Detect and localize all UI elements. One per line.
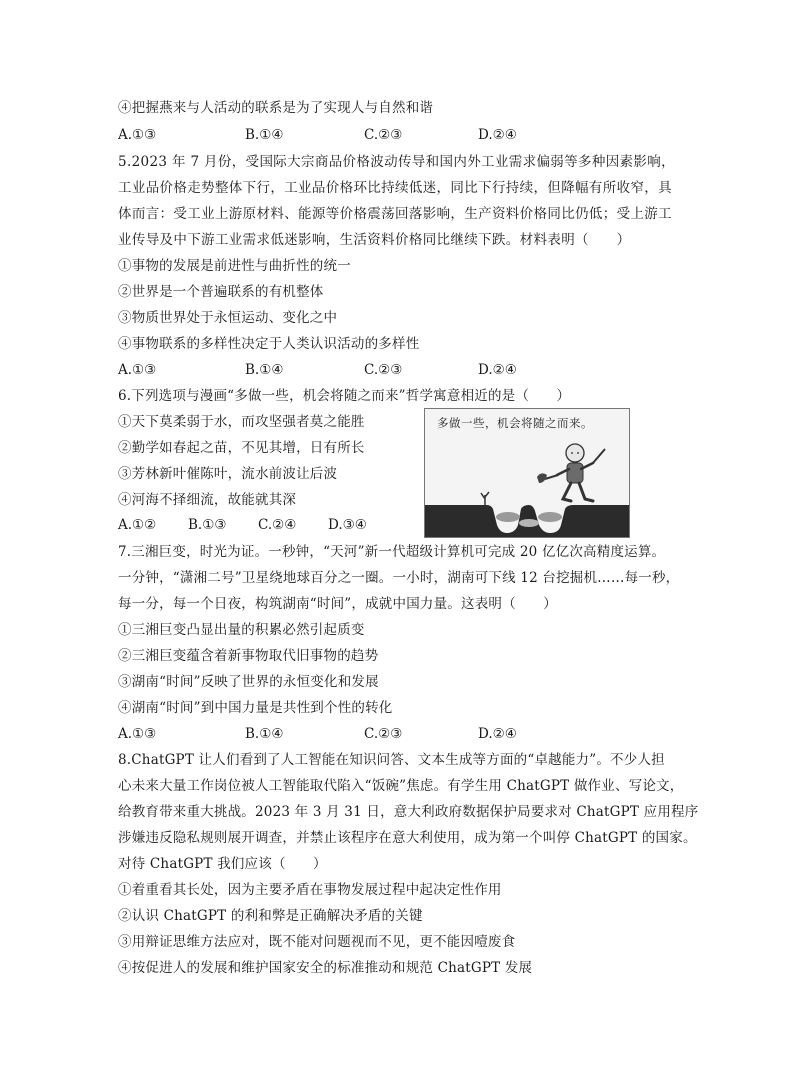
digger-head bbox=[566, 444, 584, 462]
q6-option-b: B.①③ bbox=[188, 517, 227, 533]
q8-stem-line-1: 8.ChatGPT 让人们看到了人工智能在知识问答、文本生成等方面的“卓越能力”。不少人担 bbox=[118, 752, 665, 768]
sprout-icon bbox=[481, 492, 489, 505]
q4-option-b: B.①④ bbox=[245, 127, 284, 143]
q7-item-4: ④湖南“时间”到中国力量是共性到个性的转化 bbox=[118, 700, 393, 716]
q7-item-2: ②三湘巨变蕴含着新事物取代旧事物的趋势 bbox=[118, 648, 379, 664]
digger-legs bbox=[563, 483, 593, 501]
q6-item-2: ②勤学如春起之苗，不见其增，日有所长 bbox=[118, 440, 365, 456]
q8-item-3: ③用辩证思维方法应对，既不能对问题视而不见，更不能因噎废食 bbox=[118, 934, 516, 950]
q4-item-4: ④把握燕来与人活动的联系是为了实现人与自然和谐 bbox=[118, 100, 434, 116]
q6-option-c: C.②④ bbox=[258, 517, 297, 533]
q6-option-a: A.①② bbox=[118, 517, 157, 533]
q7-option-d: D.②④ bbox=[478, 726, 517, 742]
q4-option-d: D.②④ bbox=[478, 127, 517, 143]
q5-item-2: ②世界是一个普遍联系的有机整体 bbox=[118, 284, 324, 300]
dirt-pile-1 bbox=[496, 512, 520, 522]
q5-option-a: A.①③ bbox=[118, 362, 157, 378]
q5-item-1: ①事物的发展是前进性与曲折性的统一 bbox=[118, 258, 351, 274]
q8-stem-line-4: 涉嫌违反隐私规则展开调查，并禁止该程序在意大利使用，成为第一个叫停 ChatGPT 的国家。 bbox=[118, 830, 697, 846]
q6-stem: 6.下列选项与漫画“多做一些，机会将随之而来”哲学寓意相近的是（ ） bbox=[118, 388, 571, 404]
q7-stem-line-3: 每一分，每一个日夜，构筑湖南“时间”，成就中国力量。这表明（ ） bbox=[118, 596, 557, 612]
q6-item-3: ③芳林新叶催陈叶，流水前波让后波 bbox=[118, 466, 338, 482]
q5-item-4: ④事物联系的多样性决定于人类认识活动的多样性 bbox=[118, 336, 420, 352]
q7-option-c: C.②③ bbox=[364, 726, 403, 742]
shovel-handle bbox=[593, 449, 605, 463]
q5-option-b: B.①④ bbox=[245, 362, 284, 378]
q5-stem-line-1: 5.2023 年 7 月份，受国际大宗商品价格波动传导和国内外工业需求偏弱等多种因素影响， bbox=[118, 154, 675, 170]
q6-item-1: ①天下莫柔弱于水，而攻坚强者莫之能胜 bbox=[118, 414, 365, 430]
q8-item-2: ②认识 ChatGPT 的利和弊是正确解决矛盾的关键 bbox=[118, 908, 423, 924]
q7-option-a: A.①③ bbox=[118, 726, 157, 742]
digger-body bbox=[567, 463, 583, 483]
q4-option-c: C.②③ bbox=[364, 127, 403, 143]
q8-item-4: ④按促进人的发展和维护国家安全的标准推动和规范 ChatGPT 发展 bbox=[118, 960, 533, 976]
q7-stem-line-1: 7.三湘巨变，时光为证。一秒钟，“天河”新一代超级计算机可完成 20 亿亿次高精度运算。 bbox=[118, 544, 666, 560]
shovel-icon bbox=[537, 473, 547, 483]
q7-item-3: ③湖南“时间”反映了世界的永恒变化和发展 bbox=[118, 674, 379, 690]
q8-stem-line-3: 给教育带来重大挑战。2023 年 3 月 31 日，意大利政府数据保护局要求对 ChatGPT 应用程序 bbox=[118, 804, 699, 820]
cartoon-image bbox=[424, 408, 630, 538]
q8-stem-line-2: 心未来大量工作岗位被人工智能取代陷入“饭碗”焦虑。有学生用 ChatGPT 做作业、写论文， bbox=[118, 778, 684, 794]
q5-stem-line-4: 业传导及中下游工业需求低迷影响，生活资料价格同比继续下跌。材料表明（ ） bbox=[118, 232, 631, 248]
q5-stem-line-3: 体而言：受工业上游原材料、能源等价格震荡回落影响，生产资料价格同比仍低；受上游工 bbox=[118, 206, 672, 222]
q8-item-1: ①着重看其长处，因为主要矛盾在事物发展过程中起决定性作用 bbox=[118, 882, 502, 898]
dirt-pile-3 bbox=[519, 519, 539, 527]
q8-stem-line-5: 对待 ChatGPT 我们应该（ ） bbox=[118, 856, 327, 872]
q4-option-a: A.①③ bbox=[118, 127, 157, 143]
q5-option-d: D.②④ bbox=[478, 362, 517, 378]
q5-option-c: C.②③ bbox=[364, 362, 403, 378]
cartoon-caption: 多做一些，机会将随之而来。 bbox=[437, 416, 593, 430]
q7-item-1: ①三湘巨变凸显出量的积累必然引起质变 bbox=[118, 622, 365, 638]
shovel-shaft bbox=[545, 475, 558, 479]
q6-item-4: ④河海不择细流，故能就其深 bbox=[118, 492, 297, 508]
q5-item-3: ③物质世界处于永恒运动、变化之中 bbox=[118, 310, 338, 326]
q6-option-d: D.③④ bbox=[328, 517, 367, 533]
dirt-pile-2 bbox=[538, 512, 562, 522]
q7-option-b: B.①④ bbox=[245, 726, 284, 742]
q5-stem-line-2: 工业品价格走势整体下行，工业品价格环比持续低迷，同比下行持续，但降幅有所收窄，具 bbox=[118, 180, 672, 196]
q7-stem-line-2: 一分钟，“潇湘二号”卫星绕地球百分之一圈。一小时，湖南可下线 12 台挖掘机……每一秒， bbox=[118, 570, 680, 586]
